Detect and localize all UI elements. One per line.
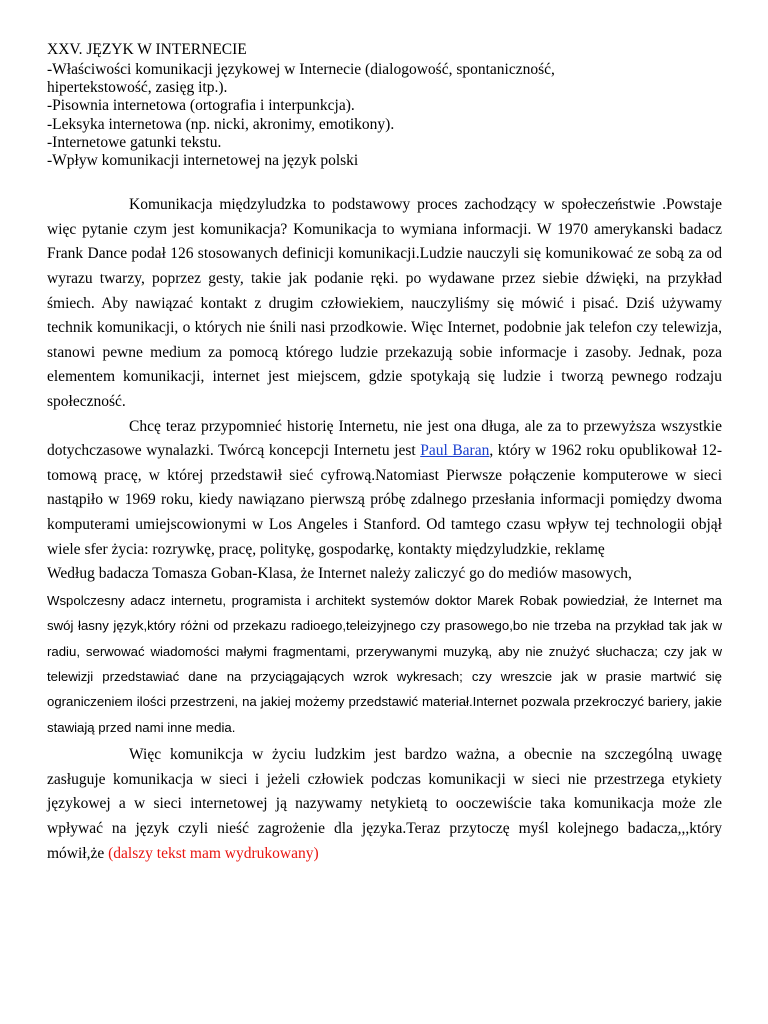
paul-baran-link[interactable]: Paul Baran — [420, 442, 490, 460]
document-title: XXV. JĘZYK W INTERNECIE — [47, 41, 247, 58]
paragraph-internet-history — [47, 415, 722, 563]
topic-outline — [47, 61, 722, 170]
printed-text-note: (dalszy tekst mam wydrukowany) — [108, 844, 319, 862]
paragraph-text: Więc komunikcja w życiu ludzkim jest bardzo ważna, a obecnie na szczególną uwagę zasługuje komunikacja w sieci i jeżeli człowiek podczas komunikacji w sieci nie przestrzega etykiety językowej a w sieci internetowej ją nazywamy netykietą to ooczewiście taka komunikacja może zle wpływać na język czyli nieść zagrożenie dla języka.Teraz przytoczę myśl kolejnego badacza,,,który mówił,że — [47, 746, 722, 862]
document-page — [47, 40, 722, 866]
outline-item: -Leksyka internetowa (np. nicki, akronimy, emotikony). — [47, 115, 395, 133]
document-body — [47, 193, 722, 866]
paragraph-marek-robak: Wspolczesny adacz internetu, programista i architekt systemów doktor Marek Robak powiedział, że Internet ma swój łasny język,który różni od przekazu radioego,teleizyjnego czy prasowego,bo nie trzeba na przykład tak jak w radiu, serwować wiadomości małymi fragmentami, przerywanymi muzyką, aby nie znużyć słuchacza; czy jak w telewizji przedstawiać dane na przyciągających wzrok wykresach; czy wreszcie jak w prasie martwić się ograniczeniem ilości przestrzeni, na jakiej możemy przedstawić materiał.Internet pozwala przekroczyć bariery, jakie stawiają przed nami inne media. — [47, 592, 722, 735]
outline-item: -Internetowe gatunki tekstu. — [47, 133, 222, 151]
paragraph-text: , który w 1962 roku opublikował 12-tomową pracę, w której przedstawił sieć cyfrową.Natomiast Pierwsze połączenie komputerowe w sieci nastąpiło w 1969 roku, kiedy nawiązano pierwszą próbę zdalnego przesłania informacji pomiędzy dwoma komputerami umiejscowionymi w Los Angeles i Stanford. Od tamtego czasu wpływ tej technologii objął wiele sfer życia: rozrywkę, pracę, politykę, gospodarkę, kontakty międzyludzkie, reklamę — [47, 442, 722, 558]
outline-item: -Właściwości komunikacji językowej w Internecie (dialogowość, spontaniczność, — [47, 61, 555, 78]
outline-item: -Wpływ komunikacji internetowej na język polski — [47, 152, 359, 170]
paragraph-text: Chcę teraz przypomnieć historię Internetu, nie jest ona długa, ale za to przewyższa wszystkie dotychczasowe wynalazki. Twórcą koncepcji Internetu jest — [47, 417, 722, 460]
outline-item: hipertekstowość, zasięg itp.). — [47, 79, 228, 97]
outline-item: -Pisownia internetowa (ortografia i interpunkcja). — [47, 97, 355, 115]
paragraph-netiquette — [47, 743, 722, 866]
paragraph-goban-klasa: Według badacza Tomasza Goban-Klasa, że Internet należy zaliczyć go do mediów masowych, — [47, 565, 632, 583]
paragraph-communication: Komunikacja międzyludzka to podstawowy proces zachodzący w społeczeństwie .Powstaje więc pytanie czym jest komunikacja? Komunikacja to wymiana informacji. W 1970 amerykanski badacz Frank Dance podał 126 stosowanych definicji komunikacji.Ludzie nauczyli się komunikować ze sobą za od wyrazu twarzy, poprzez gesty, takie jak podanie ręki. po wydawane przez siebie dźwięki, na przykład śmiech. Aby nawiązać kontakt z drugim człowiekiem, nauczyliśmy się mówić i pisać. Dziś używamy technik komunikacji, o których nie śnili nasi przodkowie. Więc Internet, podobnie jak telefon czy telewizja, stanowi pewne medium za pomocą którego ludzie przekazują sobie informacje i zasoby. Jednak, poza elementem komunikacji, internet jest miejscem, gdzie spotykają się ludzie i tworzą pewnego rodzaju społeczność. — [47, 196, 722, 410]
